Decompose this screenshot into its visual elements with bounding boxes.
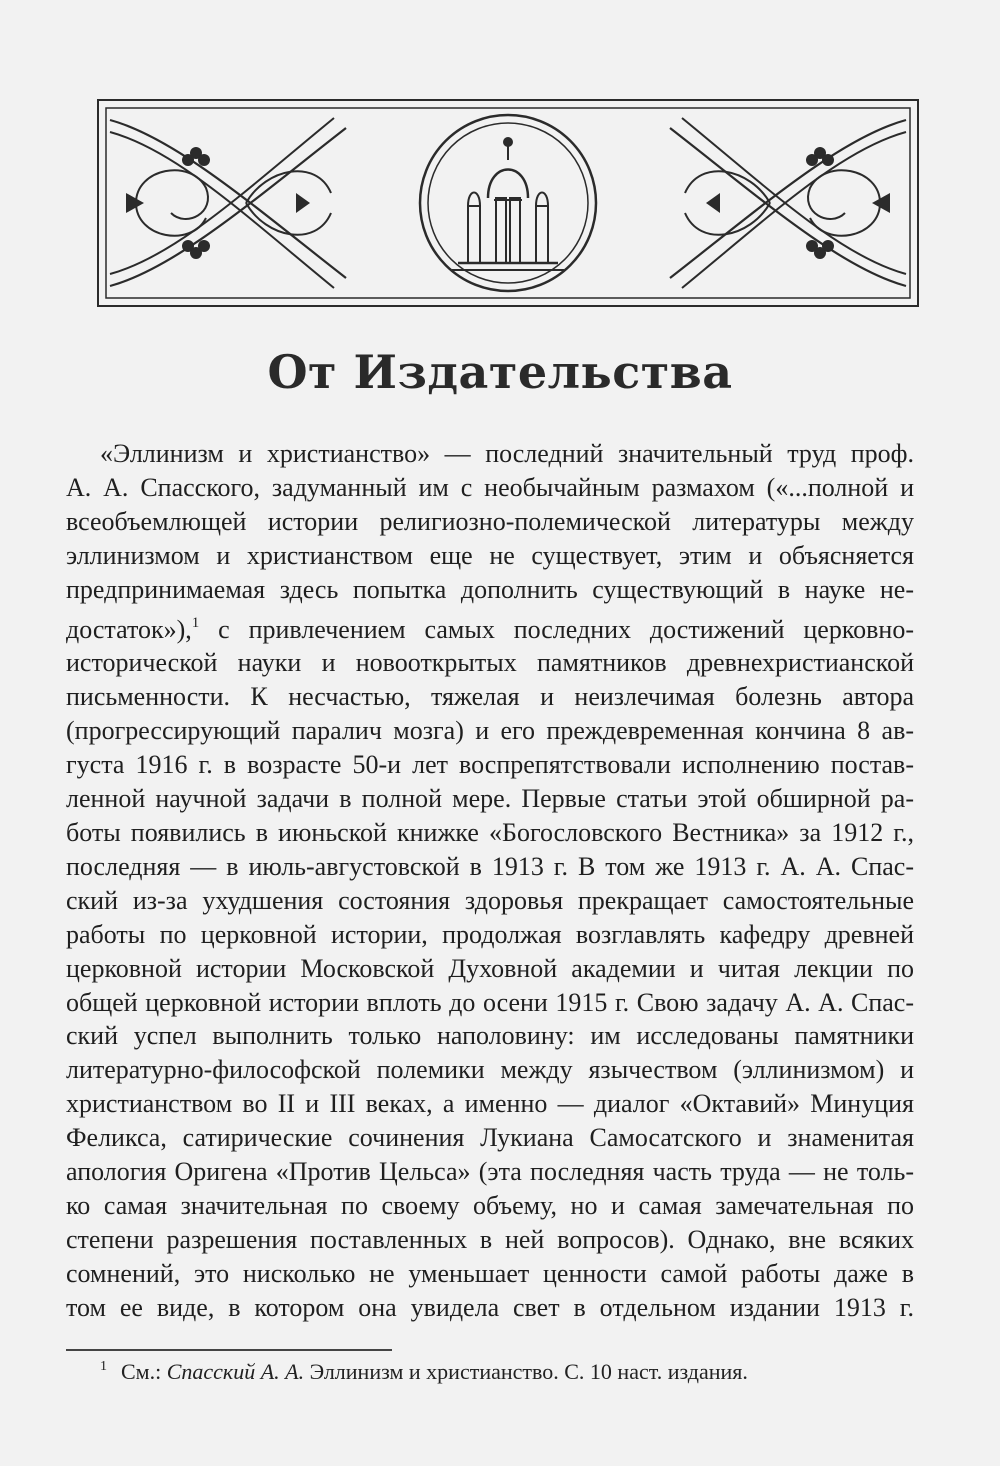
text-line: общей церковной истории вплоть до осени 1915 г. Свою задачу А. А. Спас- bbox=[66, 987, 914, 1017]
text-line: ленной научной задачи в полной мере. Первые статьи этой обширной ра- bbox=[66, 784, 914, 814]
footnote-reference[interactable]: 1 bbox=[191, 614, 200, 631]
footnote-number: 1 bbox=[100, 1359, 107, 1374]
text-line: ский из-за ухудшения состояния здоровья прекращает самостоятельные bbox=[66, 885, 914, 915]
headpiece-ornament bbox=[96, 98, 920, 308]
text-line: «Эллинизм и христианство» — последний значительный труд проф. bbox=[100, 439, 914, 468]
footnote-text: Эллинизм и христианство. С. 10 наст. издания. bbox=[304, 1359, 748, 1384]
text-line: А. А. Спасского, задуманный им с необычайным размахом («...полной и bbox=[66, 472, 914, 502]
text-line: густа 1916 г. в возрасте 50-и лет воспрепятствовали исполнению постав- bbox=[66, 750, 914, 780]
text-line: церковной истории Московской Духовной академии и читая лекции по bbox=[66, 953, 914, 983]
text-line: христианством во II и III веках, а именно — диалог «Октавий» Минуция bbox=[66, 1089, 914, 1119]
text-line: сомнений, это нисколько не уменьшает ценности самой работы даже в bbox=[66, 1258, 914, 1288]
body-text bbox=[66, 437, 914, 1325]
text-line: ко самая значительная по своему объему, но и самая замечательная по bbox=[66, 1190, 914, 1220]
text-line-with-footnote bbox=[66, 607, 914, 647]
text-line: письменности. К несчастью, тяжелая и неизлечимая болезнь автора bbox=[66, 682, 914, 712]
text-line: эллинизмом и христианством еще не существует, этим и объясняется bbox=[66, 540, 914, 570]
text-line: Феликса, сатирические сочинения Лукиана Самосатского и знаменитая bbox=[66, 1123, 914, 1153]
text-line: степени разрешения поставленных в ней вопросов). Однако, вне всяких bbox=[66, 1224, 914, 1254]
page-title: От Издательства bbox=[267, 345, 733, 399]
footnote-author: Спасский А. А. bbox=[166, 1359, 305, 1384]
text-line: (прогрессирующий паралич мозга) и его преждевременная кончина 8 ав- bbox=[66, 716, 914, 746]
text-line: последняя — в июль-августовской в 1913 г. В том же 1913 г. А. А. Спас- bbox=[66, 851, 914, 881]
text-line: ский успел выполнить только наполовину: им исследованы памятники bbox=[66, 1021, 914, 1051]
text-line: том ее виде, в котором она увидела свет в отдельном издании 1913 г. bbox=[66, 1292, 914, 1322]
text-line: апология Оригена «Против Цельса» (эта последняя часть труда — не толь- bbox=[66, 1157, 914, 1187]
text-line: исторической науки и новооткрытых памятников древнехристианской bbox=[66, 648, 914, 678]
text-line: предпринимаемая здесь попытка дополнить существующий в науке не- bbox=[66, 574, 914, 604]
footnote-prefix: См.: bbox=[121, 1359, 167, 1384]
text-fragment: с привлечением самых последних достижений церковно- bbox=[199, 614, 914, 644]
footnote-separator bbox=[66, 1349, 392, 1351]
footnote bbox=[100, 1359, 748, 1385]
text-fragment: достаток»), bbox=[66, 614, 192, 644]
text-line: всеобъемлющей истории религиозно-полемической литературы между bbox=[66, 506, 914, 536]
text-line: работы по церковной истории, продолжая возглавлять кафедру древней bbox=[66, 919, 914, 949]
text-line: литературно-философской полемики между язычеством (эллинизмом) и bbox=[66, 1055, 914, 1085]
text-line: боты появились в июньской книжке «Богословского Вестника» за 1912 г., bbox=[66, 817, 914, 847]
